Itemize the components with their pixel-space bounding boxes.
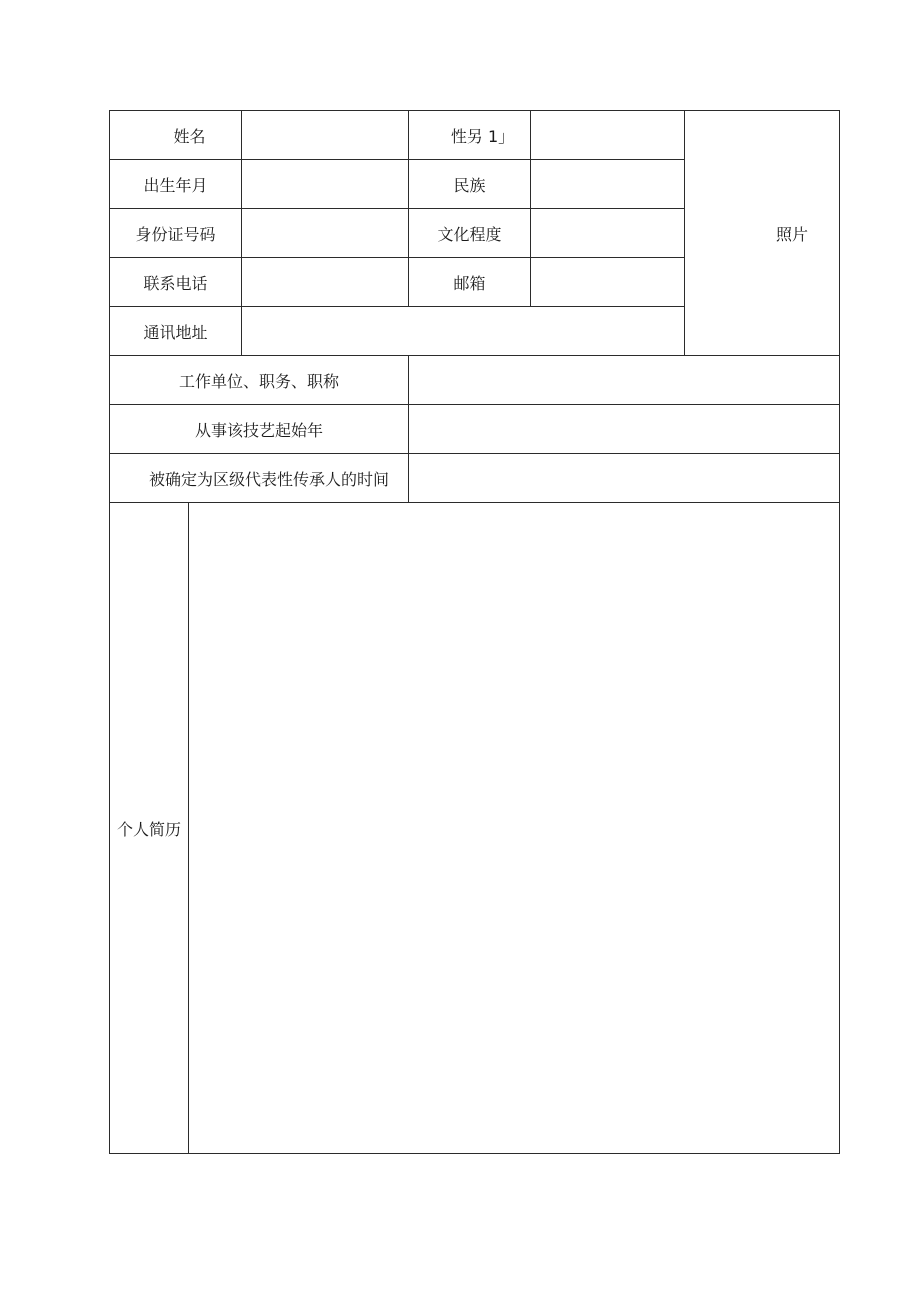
education-field[interactable]	[531, 209, 685, 258]
row-workplace	[110, 356, 840, 405]
sex-label: 性另 1」	[409, 111, 531, 160]
birth-field[interactable]	[242, 160, 409, 209]
photo-area[interactable]	[685, 111, 840, 356]
sex-field[interactable]	[531, 111, 685, 160]
inheritor-info-form	[109, 110, 840, 1154]
photo-label: 照片	[776, 224, 809, 244]
email-label: 邮箱	[409, 258, 531, 307]
phone-label: 联系电话	[110, 258, 242, 307]
education-label: 文化程度	[409, 209, 531, 258]
row-start-year	[110, 405, 840, 454]
row-designation-time	[110, 454, 840, 503]
address-label: 通讯地址	[110, 307, 242, 356]
start-year-label: 从事该技艺起始年	[110, 405, 409, 454]
id-field[interactable]	[242, 209, 409, 258]
ethnicity-label: 民族	[409, 160, 531, 209]
workplace-label: 工作单位、职务、职称	[110, 356, 409, 405]
row-name-sex	[110, 111, 840, 160]
phone-field[interactable]	[242, 258, 409, 307]
row-resume	[110, 503, 840, 1154]
workplace-field[interactable]	[409, 356, 840, 405]
birth-label: 出生年月	[110, 160, 242, 209]
id-label: 身份证号码	[110, 209, 242, 258]
name-field[interactable]	[242, 111, 409, 160]
designation-time-label: 被确定为区级代表性传承人的时间	[110, 454, 409, 503]
email-field[interactable]	[531, 258, 685, 307]
address-field[interactable]	[242, 307, 685, 356]
resume-label: 个人简历	[110, 503, 189, 1154]
resume-field[interactable]	[189, 503, 840, 1154]
name-label: 姓名	[110, 111, 242, 160]
designation-time-field[interactable]	[409, 454, 840, 503]
ethnicity-field[interactable]	[531, 160, 685, 209]
start-year-field[interactable]	[409, 405, 840, 454]
